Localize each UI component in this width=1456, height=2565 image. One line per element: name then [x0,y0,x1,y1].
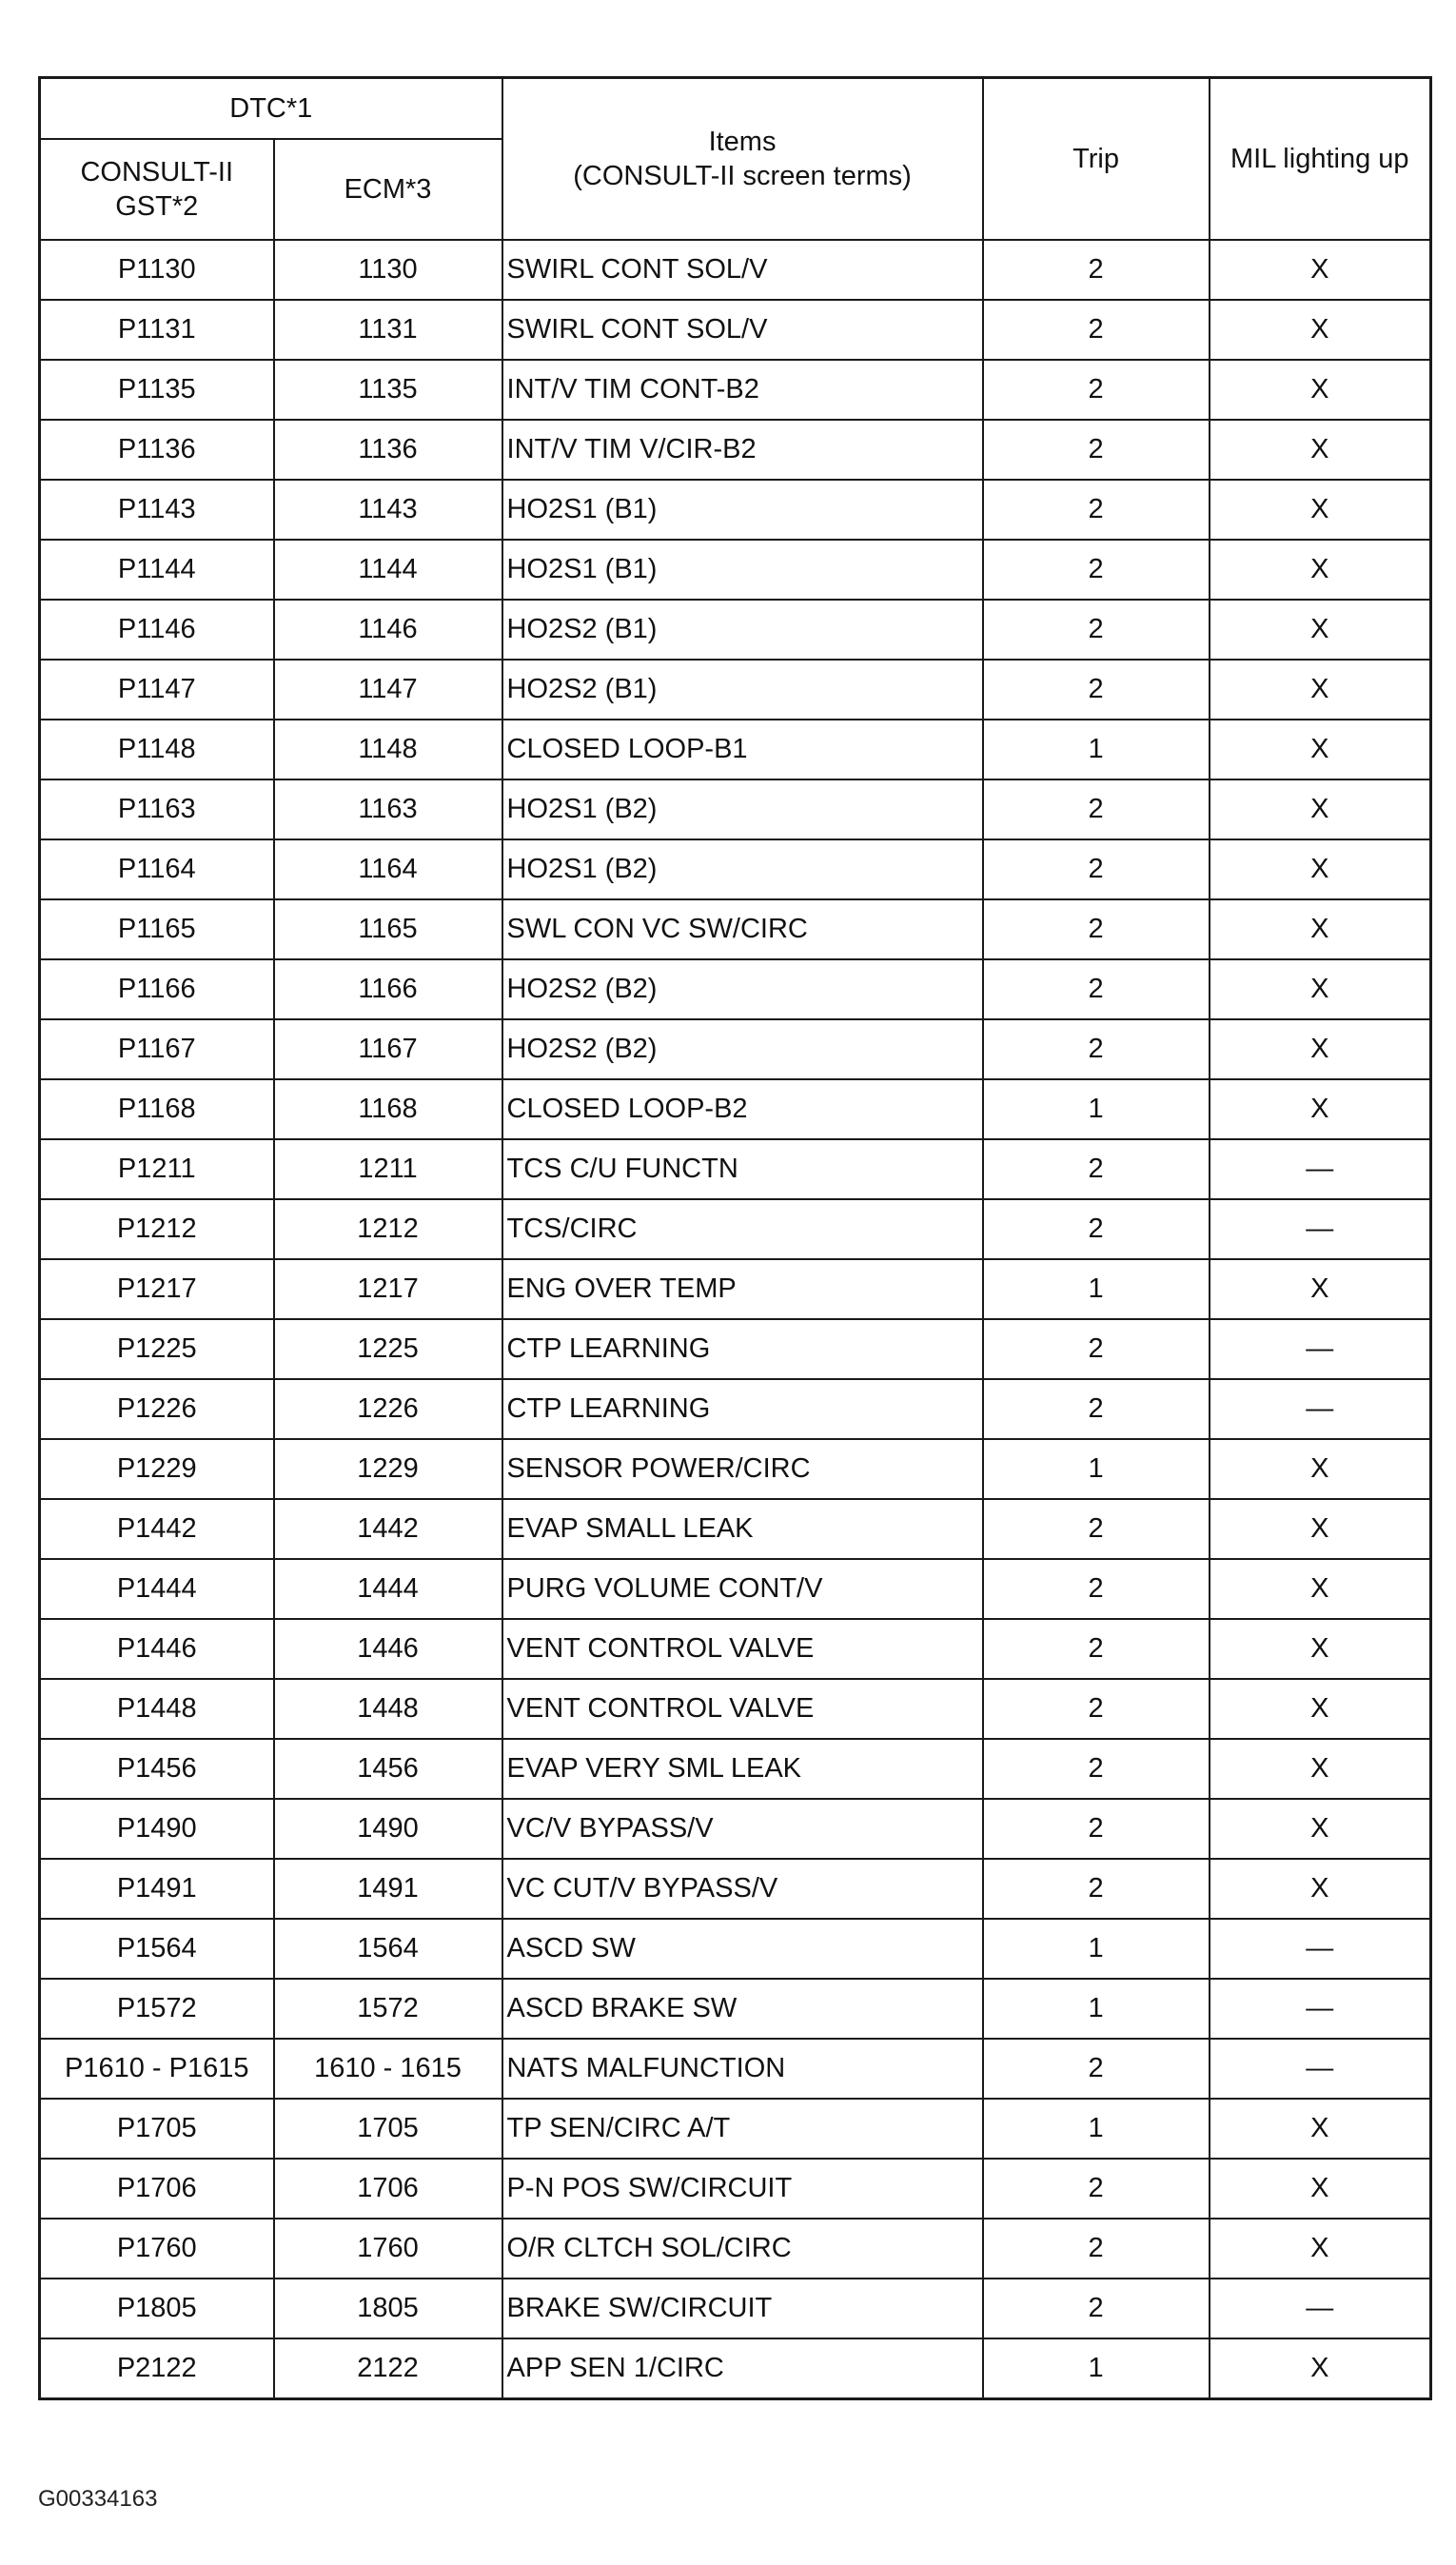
cell-trip: 2 [983,240,1210,300]
cell-mil: X [1210,660,1431,720]
header-row-1 [40,78,1431,140]
table-row [40,240,1431,300]
cell-consult: P1705 [40,2099,274,2159]
table-row [40,480,1431,540]
table-row [40,1679,1431,1739]
cell-trip: 1 [983,2099,1210,2159]
cell-ecm: 1163 [274,779,502,839]
cell-ecm: 1229 [274,1439,502,1499]
cell-item: INT/V TIM V/CIR-B2 [502,420,983,480]
cell-consult: P1706 [40,2159,274,2219]
cell-ecm: 1136 [274,420,502,480]
cell-trip: 2 [983,1139,1210,1199]
table-row [40,1079,1431,1139]
cell-trip: 2 [983,1019,1210,1079]
cell-ecm: 1456 [274,1739,502,1799]
cell-mil: X [1210,959,1431,1019]
table-row [40,1559,1431,1619]
cell-item: VC CUT/V BYPASS/V [502,1859,983,1919]
cell-item: EVAP VERY SML LEAK [502,1739,983,1799]
table-row [40,1799,1431,1859]
cell-item: VENT CONTROL VALVE [502,1619,983,1679]
cell-consult: P2122 [40,2338,274,2399]
cell-trip: 2 [983,300,1210,360]
cell-ecm: 1572 [274,1979,502,2039]
cell-mil: X [1210,1499,1431,1559]
table-row [40,1439,1431,1499]
cell-mil: X [1210,1079,1431,1139]
table-row [40,2159,1431,2219]
cell-mil: X [1210,300,1431,360]
table-row [40,2338,1431,2399]
cell-ecm: 1144 [274,540,502,600]
cell-item: INT/V TIM CONT-B2 [502,360,983,420]
cell-item: CLOSED LOOP-B1 [502,720,983,779]
cell-item: VC/V BYPASS/V [502,1799,983,1859]
cell-consult: P1212 [40,1199,274,1259]
cell-item: ASCD BRAKE SW [502,1979,983,2039]
cell-item: EVAP SMALL LEAK [502,1499,983,1559]
cell-consult: P1229 [40,1439,274,1499]
cell-ecm: 1226 [274,1379,502,1439]
cell-item: PURG VOLUME CONT/V [502,1559,983,1619]
table-row [40,2039,1431,2099]
cell-trip: 2 [983,2279,1210,2338]
cell-trip: 1 [983,1979,1210,2039]
table-row [40,1259,1431,1319]
cell-trip: 2 [983,1619,1210,1679]
cell-ecm: 1217 [274,1259,502,1319]
table-row [40,420,1431,480]
table-row [40,360,1431,420]
cell-mil: X [1210,720,1431,779]
cell-item: HO2S1 (B1) [502,480,983,540]
cell-item: TCS C/U FUNCTN [502,1139,983,1199]
header-consult: CONSULT-II GST*2 [40,139,274,240]
cell-mil: X [1210,2159,1431,2219]
cell-consult: P1136 [40,420,274,480]
cell-trip: 2 [983,1379,1210,1439]
cell-consult: P1456 [40,1739,274,1799]
cell-consult: P1217 [40,1259,274,1319]
cell-trip: 2 [983,540,1210,600]
cell-ecm: 1131 [274,300,502,360]
cell-trip: 1 [983,720,1210,779]
table-row [40,1199,1431,1259]
cell-ecm: 1147 [274,660,502,720]
cell-trip: 2 [983,1859,1210,1919]
header-mil: MIL lighting up [1210,78,1431,241]
cell-consult: P1225 [40,1319,274,1379]
cell-consult: P1131 [40,300,274,360]
table-row [40,899,1431,959]
table-row [40,2219,1431,2279]
cell-trip: 2 [983,1739,1210,1799]
table-header [40,78,1431,241]
cell-trip: 2 [983,1679,1210,1739]
cell-ecm: 1610 - 1615 [274,2039,502,2099]
cell-consult: P1446 [40,1619,274,1679]
cell-item: P-N POS SW/CIRCUIT [502,2159,983,2219]
header-items-line2: (CONSULT-II screen terms) [573,161,912,191]
cell-item: HO2S2 (B1) [502,660,983,720]
cell-trip: 1 [983,1259,1210,1319]
cell-mil: X [1210,480,1431,540]
header-ecm: ECM*3 [274,139,502,240]
cell-mil: X [1210,779,1431,839]
cell-item: SWIRL CONT SOL/V [502,240,983,300]
cell-trip: 1 [983,1439,1210,1499]
cell-consult: P1760 [40,2219,274,2279]
table-row [40,720,1431,779]
cell-trip: 2 [983,1559,1210,1619]
table-row [40,1139,1431,1199]
cell-item: SWIRL CONT SOL/V [502,300,983,360]
cell-consult: P1144 [40,540,274,600]
table-row [40,2279,1431,2338]
cell-item: TP SEN/CIRC A/T [502,2099,983,2159]
cell-trip: 2 [983,899,1210,959]
cell-mil: X [1210,2219,1431,2279]
cell-consult: P1442 [40,1499,274,1559]
table-row [40,660,1431,720]
cell-item: HO2S1 (B1) [502,540,983,600]
cell-ecm: 1130 [274,240,502,300]
cell-trip: 1 [983,1919,1210,1979]
cell-ecm: 1564 [274,1919,502,1979]
cell-mil: X [1210,1679,1431,1739]
header-dtc: DTC*1 [40,78,502,140]
cell-item: ENG OVER TEMP [502,1259,983,1319]
cell-consult: P1168 [40,1079,274,1139]
cell-ecm: 1760 [274,2219,502,2279]
cell-ecm: 1146 [274,600,502,660]
cell-trip: 1 [983,1079,1210,1139]
table-row [40,540,1431,600]
cell-consult: P1572 [40,1979,274,2039]
cell-item: CLOSED LOOP-B2 [502,1079,983,1139]
table-row [40,1619,1431,1679]
table-row [40,1499,1431,1559]
cell-mil: — [1210,1979,1431,2039]
cell-mil: X [1210,1439,1431,1499]
cell-mil: X [1210,240,1431,300]
cell-item: HO2S2 (B2) [502,1019,983,1079]
cell-ecm: 1705 [274,2099,502,2159]
cell-consult: P1167 [40,1019,274,1079]
cell-consult: P1164 [40,839,274,899]
cell-trip: 2 [983,360,1210,420]
cell-item: NATS MALFUNCTION [502,2039,983,2099]
header-items [502,78,983,241]
cell-trip: 2 [983,839,1210,899]
cell-mil: X [1210,1799,1431,1859]
cell-ecm: 1446 [274,1619,502,1679]
table-row [40,2099,1431,2159]
cell-consult: P1130 [40,240,274,300]
table-row [40,959,1431,1019]
cell-trip: 2 [983,2159,1210,2219]
table-row [40,1019,1431,1079]
cell-trip: 2 [983,779,1210,839]
cell-ecm: 1706 [274,2159,502,2219]
cell-mil: — [1210,1199,1431,1259]
table-row [40,839,1431,899]
cell-ecm: 1211 [274,1139,502,1199]
cell-consult: P1805 [40,2279,274,2338]
cell-ecm: 1168 [274,1079,502,1139]
cell-mil: X [1210,2338,1431,2399]
table-row [40,300,1431,360]
cell-consult: P1165 [40,899,274,959]
cell-consult: P1211 [40,1139,274,1199]
table-body [40,240,1431,2399]
cell-mil: X [1210,2099,1431,2159]
cell-item: SWL CON VC SW/CIRC [502,899,983,959]
cell-ecm: 1448 [274,1679,502,1739]
cell-mil: — [1210,1379,1431,1439]
cell-consult: P1148 [40,720,274,779]
cell-ecm: 1491 [274,1859,502,1919]
cell-trip: 2 [983,660,1210,720]
table-row [40,600,1431,660]
cell-trip: 2 [983,1319,1210,1379]
cell-item: HO2S1 (B2) [502,779,983,839]
cell-mil: X [1210,899,1431,959]
cell-mil: — [1210,1919,1431,1979]
cell-consult: P1444 [40,1559,274,1619]
cell-trip: 2 [983,2219,1210,2279]
cell-consult: P1491 [40,1859,274,1919]
cell-item: TCS/CIRC [502,1199,983,1259]
cell-mil: X [1210,1259,1431,1319]
cell-consult: P1147 [40,660,274,720]
cell-mil: X [1210,1859,1431,1919]
cell-consult: P1163 [40,779,274,839]
cell-ecm: 1135 [274,360,502,420]
header-items-line1: Items [708,126,777,157]
cell-item: BRAKE SW/CIRCUIT [502,2279,983,2338]
cell-item: ASCD SW [502,1919,983,1979]
cell-ecm: 1805 [274,2279,502,2338]
table-row [40,1379,1431,1439]
cell-mil: X [1210,1739,1431,1799]
cell-item: HO2S1 (B2) [502,839,983,899]
cell-mil: X [1210,1559,1431,1619]
cell-mil: — [1210,2039,1431,2099]
cell-ecm: 1442 [274,1499,502,1559]
cell-ecm: 1166 [274,959,502,1019]
cell-consult: P1146 [40,600,274,660]
cell-trip: 2 [983,1799,1210,1859]
cell-item: O/R CLTCH SOL/CIRC [502,2219,983,2279]
cell-ecm: 1444 [274,1559,502,1619]
cell-mil: X [1210,420,1431,480]
cell-consult: P1564 [40,1919,274,1979]
cell-ecm: 1148 [274,720,502,779]
cell-trip: 2 [983,420,1210,480]
cell-mil: — [1210,1139,1431,1199]
cell-item: CTP LEARNING [502,1379,983,1439]
cell-trip: 2 [983,600,1210,660]
cell-consult: P1448 [40,1679,274,1739]
cell-ecm: 1164 [274,839,502,899]
cell-ecm: 2122 [274,2338,502,2399]
cell-trip: 1 [983,2338,1210,2399]
cell-mil: X [1210,360,1431,420]
cell-ecm: 1167 [274,1019,502,1079]
cell-mil: X [1210,600,1431,660]
cell-item: SENSOR POWER/CIRC [502,1439,983,1499]
cell-item: CTP LEARNING [502,1319,983,1379]
cell-mil: X [1210,540,1431,600]
cell-consult: P1610 - P1615 [40,2039,274,2099]
cell-item: HO2S2 (B1) [502,600,983,660]
cell-trip: 2 [983,1499,1210,1559]
cell-mil: X [1210,1019,1431,1079]
table-row [40,1739,1431,1799]
cell-mil: X [1210,1619,1431,1679]
table-row [40,1979,1431,2039]
cell-trip: 2 [983,480,1210,540]
cell-consult: P1166 [40,959,274,1019]
cell-mil: — [1210,2279,1431,2338]
cell-mil: — [1210,1319,1431,1379]
table-row [40,1319,1431,1379]
cell-ecm: 1165 [274,899,502,959]
cell-ecm: 1225 [274,1319,502,1379]
cell-mil: X [1210,839,1431,899]
cell-consult: P1490 [40,1799,274,1859]
cell-ecm: 1143 [274,480,502,540]
cell-ecm: 1490 [274,1799,502,1859]
cell-trip: 2 [983,1199,1210,1259]
cell-item: APP SEN 1/CIRC [502,2338,983,2399]
table-row [40,1859,1431,1919]
figure-code: G00334163 [38,2486,158,2512]
cell-ecm: 1212 [274,1199,502,1259]
cell-consult: P1143 [40,480,274,540]
cell-item: VENT CONTROL VALVE [502,1679,983,1739]
cell-trip: 2 [983,2039,1210,2099]
cell-consult: P1226 [40,1379,274,1439]
table-row [40,779,1431,839]
cell-item: HO2S2 (B2) [502,959,983,1019]
cell-consult: P1135 [40,360,274,420]
cell-trip: 2 [983,959,1210,1019]
table-row [40,1919,1431,1979]
header-trip: Trip [983,78,1210,241]
dtc-table [38,76,1432,2400]
